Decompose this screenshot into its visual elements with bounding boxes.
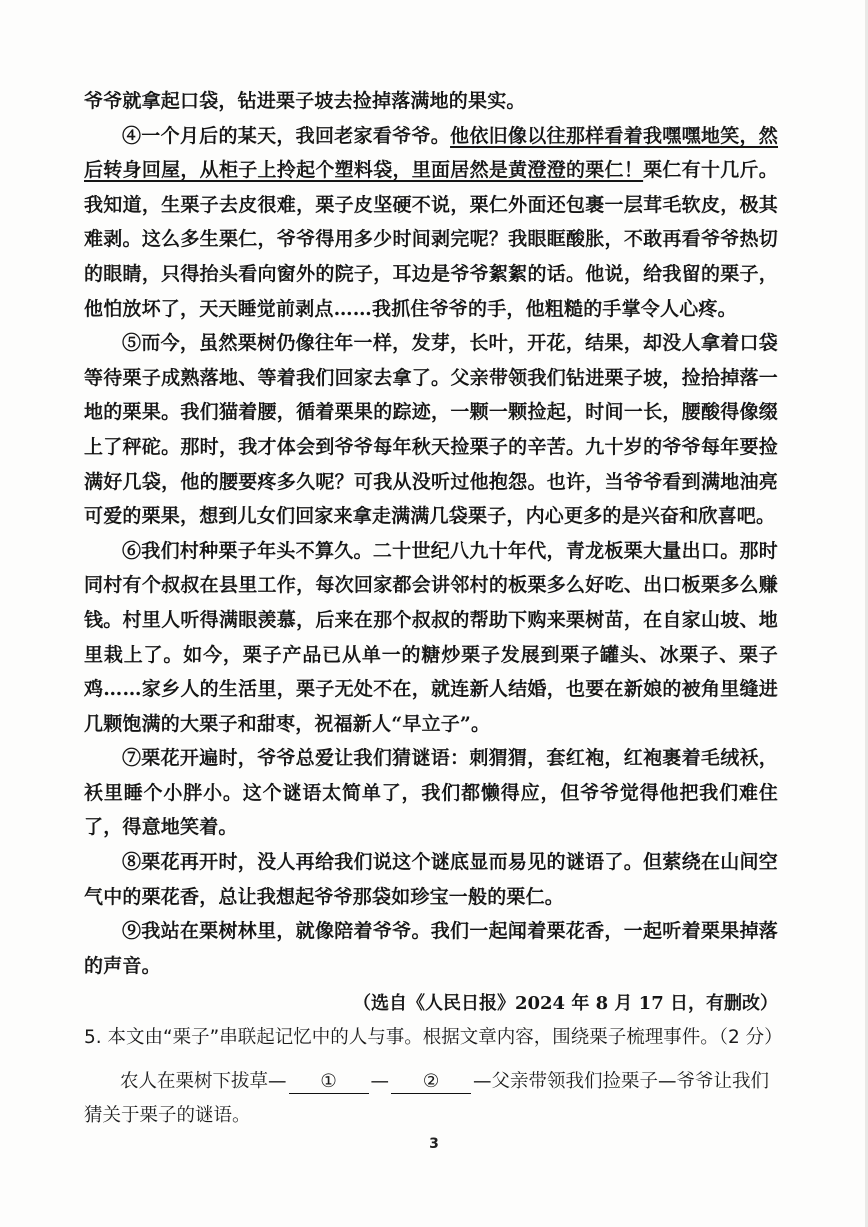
answer-start-text: 农人在栗树下拔草— [120,1071,287,1093]
paragraph-4-end: 栗仁有十几斤。我知道，生栗子去皮很难，栗子皮坚硬不说，栗仁外面还包裹一层茸毛软皮，极其难剥。这么多生栗仁，爷爷得用多少时间剥完呢？我眼眶酸胀，不敢再看爷爷热切的眼睛，只得抬头看向窗外的院子，耳边是爷爷絮絮的话。他说，给我留的栗子，他怕放坏了，天天睡觉前剥点……我抓住爷爷的手，他粗糙的手掌令人心疼。 [84,159,778,320]
article-source: （选自《人民日报》2024 年 8 月 17 日，有删改） [352,993,778,1015]
answer-dash: — [370,1071,390,1093]
page-number: 3 [429,1136,439,1152]
paragraph-7: ⑦栗花开遍时，爷爷总爱让我们猜谜语：刺猬猬，套红袍，红袍裹着毛绒袄，袄里睡个小胖小。这个谜语太简单了，我们都懒得应，但爷爷觉得他把我们难住了，得意地笑着。 [84,747,778,839]
question-5-stem: 5. 本文由“栗子”串联起记忆中的人与事。根据文章内容，围绕栗子梳理事件。（2 分） [84,1027,783,1049]
paragraph-4 [84,119,778,327]
paragraph-4-start: ④一个月后的某天，我回老家看爷爷。 [122,124,451,147]
answer-end-text: —父亲带领我们捡栗子—爷爷让我们猜关于栗子的谜语。 [84,1071,770,1127]
reading-passage [84,84,783,1133]
paragraph-4-underlined-sentence: 他依旧像以往那样看着我嘿嘿地笑，然后转身回屋，从柜子上拎起个塑料袋，里面居然是黄澄澄的栗仁！ [84,124,778,182]
paragraph-5: ⑤而今，虽然栗树仍像往年一样，发芽，长叶，开花，结果，却没人拿着口袋等待栗子成熟落地、等着我们回家去拿了。父亲带领我们钻进栗子坡，捡拾掉落一地的栗果。我们猫着腰，循着栗果的踪迹，一颗一颗捡起，时间一长，腰酸得像缀上了秤砣。那时，我才体会到爷爷每年秋天捡栗子的辛苦。九十岁的爷爷每年要捡满好几袋，他的腰要疼多久呢？可我从没听过他抱怨。也许，当爷爷看到满地油亮可爱的栗果，想到儿女们回家来拿走满满几袋栗子，内心更多的是兴奋和欣喜吧。 [84,332,778,528]
question-5-answer-line [84,1065,778,1133]
paragraph-9: ⑨我站在栗树林里，就像陪着爷爷。我们一起闻着栗花香，一起听着栗果掉落的声音。 [84,920,778,977]
paragraph-8: ⑧栗花再开时，没人再给我们说这个谜底显而易见的谜语了。但萦绕在山间空气中的栗花香，总让我想起爷爷那袋如珍宝一般的栗仁。 [84,851,778,908]
passage-continuation: 爷爷就拿起口袋，钻进栗子坡去捡掉落满地的果实。 [84,90,526,112]
answer-blank-1[interactable]: ① [289,1071,369,1094]
answer-blank-2[interactable]: ② [391,1071,471,1094]
paragraph-6: ⑥我们村种栗子年头不算久。二十世纪八九十年代，青龙板栗大量出口。那时同村有个叔叔在县里工作，每次回家都会讲邻村的板栗多么好吃、出口板栗多么赚钱。村里人听得满眼羡慕，后来在那个叔叔的帮助下购来栗树苗，在自家山坡、地里栽上了。如今，栗子产品已从单一的糖炒栗子发展到栗子罐头、冰栗子、栗子鸡……家乡人的生活里，栗子无处不在，就连新人结婚，也要在新娘的被角里缝进几颗饱满的大栗子和甜枣，祝福新人“早立子”。 [84,539,778,735]
